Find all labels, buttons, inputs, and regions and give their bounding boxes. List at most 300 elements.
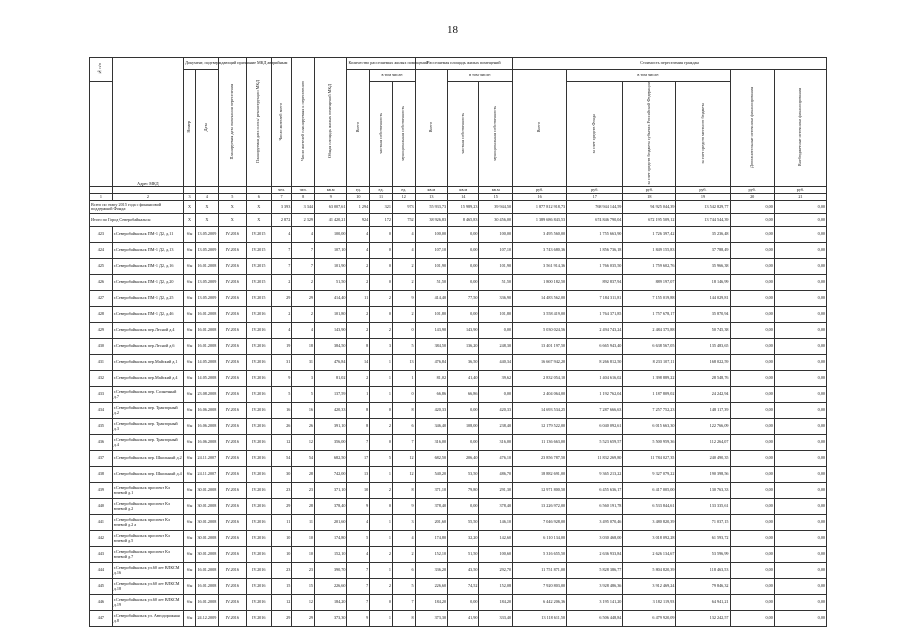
data-cell: 420,33: [415, 403, 447, 419]
data-cell: 0,00: [774, 403, 826, 419]
address-cell: г.Северобайкальск пер. Тракторный д.2: [112, 403, 183, 419]
data-cell: 101,80: [479, 307, 513, 323]
data-cell: 16: [271, 403, 292, 419]
header-area-municipal: [479, 82, 513, 187]
column-number-cell: 18: [623, 194, 676, 201]
data-cell: 137,59: [315, 387, 347, 403]
address-cell: г.Северобайкальск пер. Тракторный д.3: [112, 419, 183, 435]
total-cell: 63 007,61: [315, 201, 347, 214]
data-cell: 74,52: [448, 579, 479, 595]
data-cell: 0,00: [774, 227, 826, 243]
total-label: Итого по Город Северобайкальск:: [90, 214, 184, 227]
data-cell: 107,10: [479, 243, 513, 259]
column-number-cell: 14: [448, 194, 479, 201]
header-subject-text: за счет средств бюджета субъекта Российской Федерации: [645, 82, 651, 185]
row-number: 446: [90, 595, 113, 611]
data-cell: 4: [292, 227, 315, 243]
data-cell: 0,00: [448, 243, 479, 259]
unit-cell: [218, 187, 246, 194]
data-cell: 391,10: [315, 419, 347, 435]
column-number-cell: 3: [184, 194, 196, 201]
data-cell: 26: [292, 419, 315, 435]
header-cost-total: [513, 70, 567, 187]
data-cell: 5: [347, 531, 370, 547]
data-cell: 316,00: [479, 435, 513, 451]
data-cell: 32,20: [448, 531, 479, 547]
data-cell: 1: [370, 467, 393, 483]
data-cell: 152,10: [315, 547, 347, 563]
total-cell: 924: [347, 214, 370, 227]
data-cell: 133 335,61: [676, 499, 730, 515]
data-cell: 43,50: [448, 563, 479, 579]
data-cell: 384,50: [315, 339, 347, 355]
data-cell: 184,20: [479, 595, 513, 611]
unit-cell: руб.: [567, 187, 623, 194]
data-cell: 0,00: [730, 259, 774, 275]
data-cell: 378,40: [415, 499, 447, 515]
data-cell: 35 870,94: [676, 307, 730, 323]
data-cell: 101,90: [315, 259, 347, 275]
data-cell: 0: [370, 275, 393, 291]
data-cell: 100,00: [479, 227, 513, 243]
data-cell: 0,00: [448, 227, 479, 243]
data-cell: 3 182 119,93: [623, 595, 676, 611]
table-row: [90, 611, 827, 627]
data-cell: 0,00: [448, 259, 479, 275]
header-rooms-municipal-text: муниципальная собственность: [400, 105, 406, 161]
data-cell: 0,00: [730, 339, 774, 355]
data-cell: 1 187 809,02: [623, 387, 676, 403]
data-cell: 3 558 419,00: [513, 307, 567, 323]
data-cell: 316,00: [415, 435, 447, 451]
row-number: 431: [90, 355, 113, 371]
data-cell: б/н: [184, 515, 196, 531]
data-cell: 31: [271, 355, 292, 371]
header-subject: [623, 82, 676, 187]
address-cell: г.Северобайкальск пер. Школьный д.2: [112, 451, 183, 467]
total-cell: X: [184, 214, 196, 227]
data-cell: 5: [370, 451, 393, 467]
data-cell: 5 316 655,50: [513, 547, 567, 563]
data-cell: IV.2016: [246, 595, 271, 611]
total-cell: 94 925 044,39: [623, 201, 676, 214]
unit-cell: чел.: [292, 187, 315, 194]
data-cell: 2 636 933,84: [567, 547, 623, 563]
row-number: 425: [90, 259, 113, 275]
data-cell: 0,00: [774, 499, 826, 515]
data-cell: IV.2016: [218, 371, 246, 387]
data-cell: 35 966,38: [676, 259, 730, 275]
header-row-no-text: № п/п: [97, 62, 103, 75]
data-cell: IV.2016: [218, 355, 246, 371]
row-number: 433: [90, 387, 113, 403]
data-cell: 51,50: [415, 275, 447, 291]
data-cell: б/н: [184, 371, 196, 387]
data-cell: 476,84: [415, 355, 447, 371]
total-cell: 752: [392, 214, 415, 227]
data-cell: б/н: [184, 259, 196, 275]
data-cell: 2: [347, 307, 370, 323]
data-cell: 1 856 736,18: [567, 243, 623, 259]
data-cell: 28: [292, 499, 315, 515]
data-cell: 152,08: [479, 579, 513, 595]
header-planned-demolition: [246, 58, 271, 187]
data-cell: 8: [392, 403, 415, 419]
data-cell: IV.2016: [218, 595, 246, 611]
data-cell: IV.2016: [246, 419, 271, 435]
data-cell: 9: [392, 499, 415, 515]
data-cell: IV.2016: [218, 403, 246, 419]
data-cell: 226,60: [315, 579, 347, 595]
data-cell: IV.2016: [218, 451, 246, 467]
address-cell: г.Северобайкальск проспект Кл ючевой д.7: [112, 547, 183, 563]
data-cell: 0,00: [774, 275, 826, 291]
data-cell: 476,10: [479, 451, 513, 467]
data-cell: 6 455 636,17: [567, 483, 623, 499]
address-cell: г.Северобайкальск ул.60 лет ВЛКСМ д.18: [112, 579, 183, 595]
data-cell: 0: [370, 403, 393, 419]
data-cell: IV.2016: [246, 499, 271, 515]
address-cell: г.Северобайкальск пер.Майский д.4: [112, 371, 183, 387]
column-number-cell: 12: [392, 194, 415, 201]
data-cell: 4: [347, 515, 370, 531]
table-row: [90, 499, 827, 515]
data-cell: 7 287 666,63: [567, 403, 623, 419]
data-cell: 0,00: [730, 275, 774, 291]
data-cell: 201,60: [415, 515, 447, 531]
data-cell: 0,00: [730, 611, 774, 627]
data-cell: 346,40: [415, 419, 447, 435]
data-cell: 1 759 602,76: [623, 259, 676, 275]
data-cell: 148 117,39: [676, 403, 730, 419]
data-cell: 0: [370, 259, 393, 275]
data-cell: IV.2015: [246, 291, 271, 307]
data-cell: 11 136 663,00: [513, 435, 567, 451]
data-cell: 0,00: [448, 499, 479, 515]
total-cell: 674 846 790,04: [567, 214, 623, 227]
data-cell: 6 479 920,09: [623, 611, 676, 627]
data-cell: 1: [392, 371, 415, 387]
data-cell: 7: [292, 259, 315, 275]
data-cell: 1 755 663,90: [567, 227, 623, 243]
data-cell: 53,50: [448, 467, 479, 483]
data-cell: 0,00: [448, 595, 479, 611]
data-cell: IV.2016: [246, 547, 271, 563]
data-cell: б/н: [184, 339, 196, 355]
total-cell: 15 989,23: [448, 201, 479, 214]
data-cell: 1 757 678,17: [623, 307, 676, 323]
header-local: [676, 82, 730, 187]
data-cell: 6 040 092,61: [567, 419, 623, 435]
data-cell: 291,30: [479, 483, 513, 499]
data-cell: 8 266 812,50: [567, 355, 623, 371]
table-row: [90, 387, 827, 403]
data-cell: 240 490,35: [676, 451, 730, 467]
total-cell: X: [218, 214, 246, 227]
data-cell: 414,40: [415, 291, 447, 307]
data-cell: 2: [392, 307, 415, 323]
total-cell: 0,00: [774, 201, 826, 214]
data-cell: 0: [370, 227, 393, 243]
table-row: [90, 515, 827, 531]
data-cell: 71 037,15: [676, 515, 730, 531]
data-cell: 28: [292, 467, 315, 483]
header-planned-demolition-text: Планируемая дата сноса/ реконструкции МКД: [255, 79, 261, 163]
unit-cell: [196, 187, 219, 194]
data-cell: 3 018 092,28: [623, 531, 676, 547]
data-cell: 30.01.2008: [196, 499, 219, 515]
address-cell: г.Северобайкальск ПМ-1 Д2, д.46: [112, 307, 183, 323]
data-cell: 0,00: [730, 227, 774, 243]
data-cell: 16.01.2008: [196, 595, 219, 611]
data-cell: IV.2016: [218, 483, 246, 499]
table-row: [90, 547, 827, 563]
total-cell: X: [196, 214, 219, 227]
data-cell: 414,40: [315, 291, 347, 307]
data-cell: IV.2016: [218, 419, 246, 435]
data-cell: 7: [271, 259, 292, 275]
data-cell: б/н: [184, 275, 196, 291]
data-cell: 146,10: [479, 515, 513, 531]
data-cell: 1 404 616,02: [567, 371, 623, 387]
data-cell: б/н: [184, 579, 196, 595]
table-row: [90, 243, 827, 259]
header-residents-count-text: Число жителей всего: [278, 102, 284, 141]
data-cell: 100,00: [315, 227, 347, 243]
data-cell: 2 404 064,00: [513, 387, 567, 403]
table-row: [90, 419, 827, 435]
data-cell: 143,90: [415, 323, 447, 339]
data-cell: 130 763,33: [676, 483, 730, 499]
data-cell: 0,00: [730, 595, 774, 611]
column-number-cell: 13: [415, 194, 447, 201]
data-cell: 2 832 054,10: [513, 371, 567, 387]
data-cell: 7: [347, 435, 370, 451]
data-cell: IV.2016: [246, 387, 271, 403]
data-cell: IV.2016: [218, 531, 246, 547]
data-cell: 1: [370, 387, 393, 403]
data-cell: 101,80: [315, 307, 347, 323]
total-cell: 0,00: [774, 214, 826, 227]
total-cell: 973: [392, 201, 415, 214]
address-cell: г.Северобайкальск проспект Кл ючевой д.2: [112, 499, 183, 515]
data-cell: 29: [271, 499, 292, 515]
data-cell: 100,60: [479, 547, 513, 563]
data-cell: 29: [271, 611, 292, 627]
table-row: [90, 259, 827, 275]
total-cell: X: [218, 201, 246, 214]
data-cell: 0,00: [774, 547, 826, 563]
column-number-cell: 17: [567, 194, 623, 201]
data-cell: 41,40: [448, 371, 479, 387]
data-cell: 5: [292, 387, 315, 403]
data-cell: 0,00: [774, 323, 826, 339]
data-cell: 292,70: [479, 563, 513, 579]
column-number-cell: 16: [513, 194, 567, 201]
data-cell: 13.05.2009: [196, 275, 219, 291]
unit-cell: ед.: [370, 187, 393, 194]
data-cell: 1 766 035,50: [567, 259, 623, 275]
data-cell: IV.2016: [218, 467, 246, 483]
data-cell: 132 242,57: [676, 611, 730, 627]
data-cell: б/н: [184, 451, 196, 467]
data-cell: б/н: [184, 563, 196, 579]
total-row: [90, 201, 827, 214]
data-cell: 143,90: [315, 323, 347, 339]
unit-cell: ед.: [347, 187, 370, 194]
data-cell: 373,30: [315, 611, 347, 627]
data-cell: 30.01.2008: [196, 531, 219, 547]
data-cell: 61 593,72: [676, 531, 730, 547]
data-cell: 8: [392, 611, 415, 627]
data-cell: 50 745,38: [676, 323, 730, 339]
data-cell: 101,80: [415, 307, 447, 323]
unit-cell: кв.м: [315, 187, 347, 194]
row-number: 426: [90, 275, 113, 291]
data-cell: IV.2015: [246, 227, 271, 243]
table-row: [90, 323, 827, 339]
data-cell: 1 800 182,50: [513, 275, 567, 291]
data-cell: 51,50: [448, 547, 479, 563]
total-cell: 321: [370, 201, 393, 214]
data-cell: IV.2016: [218, 243, 246, 259]
data-cell: 1: [370, 515, 393, 531]
data-cell: 54: [292, 451, 315, 467]
data-cell: 5 030 024,56: [513, 323, 567, 339]
data-cell: 135 483,65: [676, 339, 730, 355]
data-cell: 0: [370, 499, 393, 515]
data-cell: 9: [347, 611, 370, 627]
column-number-cell: 10: [347, 194, 370, 201]
address-cell: г.Северобайкальск ул. Автодорожная д.8: [112, 611, 183, 627]
data-cell: 37 788,49: [676, 243, 730, 259]
unit-cell: чел.: [271, 187, 292, 194]
total-cell: 768 944 144,59: [567, 201, 623, 214]
data-cell: 0,00: [479, 387, 513, 403]
total-cell: 0,00: [730, 201, 774, 214]
data-cell: 29: [292, 611, 315, 627]
data-cell: 136,20: [448, 339, 479, 355]
address-cell: г.Северобайкальск ул.60 лет ВЛКСМ д.19: [112, 595, 183, 611]
data-cell: 0,00: [774, 259, 826, 275]
data-cell: 7: [347, 563, 370, 579]
data-cell: 53 596,99: [676, 547, 730, 563]
data-cell: IV.2016: [246, 531, 271, 547]
data-cell: 420,33: [315, 403, 347, 419]
data-cell: 4: [347, 227, 370, 243]
unit-cell: руб.: [623, 187, 676, 194]
data-cell: 7: [292, 243, 315, 259]
data-cell: 476,84: [315, 355, 347, 371]
data-cell: 336,20: [415, 563, 447, 579]
data-cell: 1: [370, 355, 393, 371]
data-cell: б/н: [184, 387, 196, 403]
total-cell: 55 933,73: [415, 201, 447, 214]
data-cell: 7: [392, 595, 415, 611]
data-cell: IV.2016: [246, 403, 271, 419]
column-number-cell: 11: [370, 194, 393, 201]
row-number: 428: [90, 307, 113, 323]
total-cell: X: [184, 201, 196, 214]
table-row: [90, 355, 827, 371]
data-cell: 2: [370, 547, 393, 563]
data-cell: 0,00: [730, 467, 774, 483]
data-cell: 13: [347, 467, 370, 483]
data-cell: 14 693 534,25: [513, 403, 567, 419]
header-rooms-of-which: в том числе:: [370, 70, 415, 82]
data-cell: 2: [370, 291, 393, 307]
data-cell: 18: [292, 339, 315, 355]
data-cell: 100,00: [415, 227, 447, 243]
row-number: 445: [90, 579, 113, 595]
data-cell: 5 500 959,36: [623, 435, 676, 451]
header-area-private-text: частная собственность: [459, 112, 465, 154]
data-cell: 64 941,21: [676, 595, 730, 611]
data-cell: 0,00: [730, 547, 774, 563]
data-cell: 6 638 567,05: [623, 339, 676, 355]
data-cell: 356,00: [315, 435, 347, 451]
total-cell: 13 744 544,39: [676, 214, 730, 227]
data-cell: 112 264,07: [676, 435, 730, 451]
data-cell: 682,50: [315, 451, 347, 467]
data-cell: IV.2016: [246, 563, 271, 579]
header-rooms-group: Количество расселяемых жилых помещений: [347, 58, 415, 70]
data-cell: 378,40: [315, 499, 347, 515]
row-number: 437: [90, 451, 113, 467]
data-cell: IV.2016: [246, 467, 271, 483]
data-cell: 0,00: [730, 403, 774, 419]
data-cell: 107,10: [415, 243, 447, 259]
header-doc-number-text: Номер: [186, 121, 192, 134]
data-cell: 51,50: [315, 275, 347, 291]
total-cell: 38 926,83: [415, 214, 447, 227]
column-number-cell: 15: [479, 194, 513, 201]
data-cell: 13.05.2009: [196, 243, 219, 259]
header-doc-group: Документ, подтверждающий признание МКД аварийным: [184, 58, 219, 70]
data-cell: 6 560 191,78: [567, 499, 623, 515]
table-row: [90, 451, 827, 467]
data-cell: 29: [292, 291, 315, 307]
data-cell: 184,20: [315, 595, 347, 611]
table-row: [90, 563, 827, 579]
table-row: [90, 467, 827, 483]
data-cell: 6 110 134,00: [513, 531, 567, 547]
row-number: 436: [90, 435, 113, 451]
data-cell: 12 179 522,00: [513, 419, 567, 435]
data-cell: 0,00: [730, 419, 774, 435]
header-rooms-municipal: [392, 82, 415, 187]
row-number: 439: [90, 483, 113, 499]
unit-cell: кв.м: [479, 187, 513, 194]
data-cell: б/н: [184, 243, 196, 259]
data-cell: 3 561 914,36: [513, 259, 567, 275]
address-cell: г.Северобайкальск проспект Кл ючевой д.1: [112, 483, 183, 499]
row-number: 430: [90, 339, 113, 355]
data-cell: 378,40: [479, 499, 513, 515]
data-cell: 0,00: [479, 323, 513, 339]
row-number: 440: [90, 499, 113, 515]
data-cell: 3 030 468,00: [567, 531, 623, 547]
total-cell: 30 456,00: [479, 214, 513, 227]
data-cell: 12: [271, 435, 292, 451]
data-cell: 13.05.2009: [196, 227, 219, 243]
data-cell: 889 197,07: [623, 275, 676, 291]
data-cell: 7: [271, 243, 292, 259]
data-cell: IV.2016: [246, 371, 271, 387]
data-cell: 2: [370, 323, 393, 339]
total-cell: 41 420,21: [315, 214, 347, 227]
data-cell: 5: [271, 387, 292, 403]
